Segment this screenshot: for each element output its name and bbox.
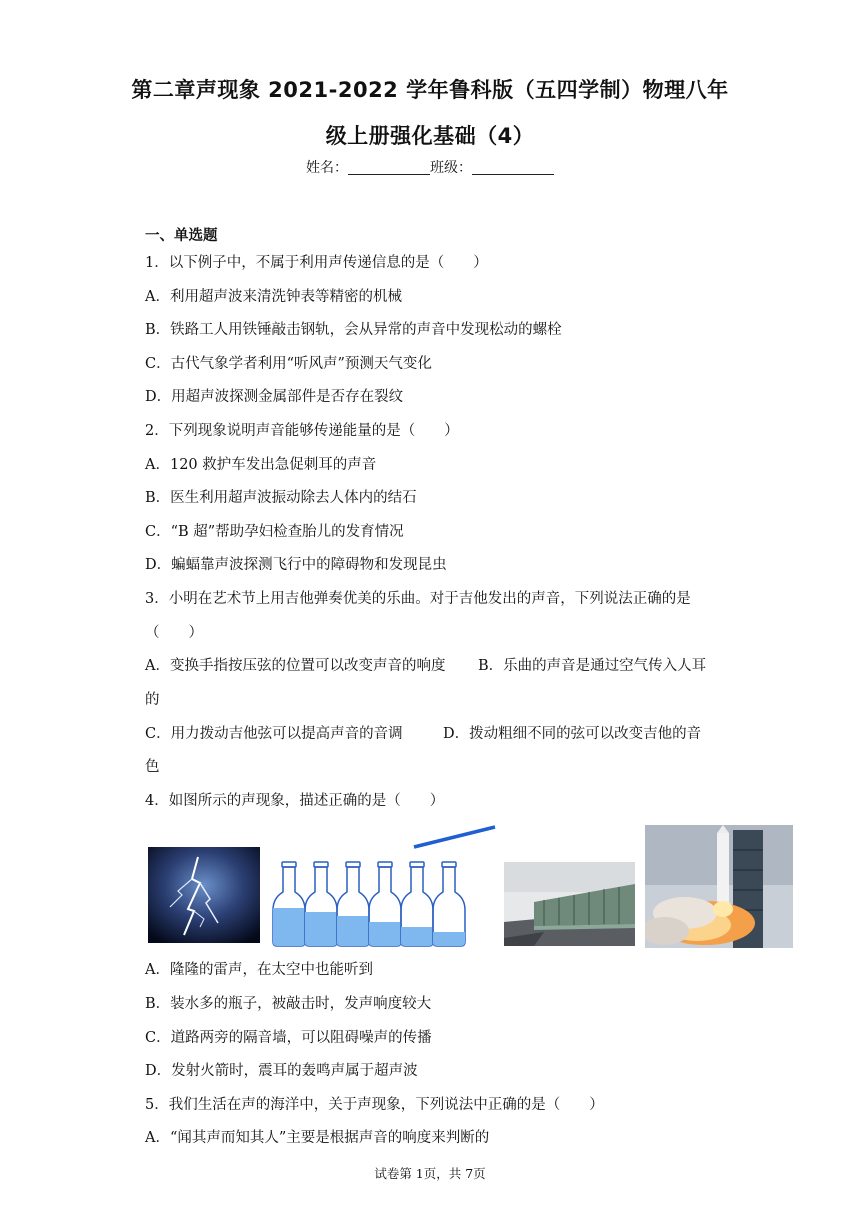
title-line-2: 级上册强化基础（4） [325, 124, 535, 148]
water-bottles-image [271, 822, 501, 952]
q2-option-b: B．医生利用超声波振动除去人体内的结石 [145, 490, 417, 506]
name-blank [348, 160, 430, 175]
q4-option-d: D．发射火箭时，震耳的轰鸣声属于超声波 [145, 1063, 418, 1079]
q3-option-c: C．用力拨动吉他弦可以提高声音的音调 [145, 726, 403, 742]
q3-stem-bracket: （ ） [145, 625, 203, 641]
q1-option-b: B．铁路工人用铁锤敲击钢轨，会从异常的声音中发现松动的螺栓 [145, 322, 562, 338]
q5-stem: 5．我们生活在声的海洋中，关于声现象，下列说法中正确的是（ ） [145, 1097, 604, 1113]
q2-option-c: C．“B 超”帮助孕妇检查胎儿的发育情况 [145, 524, 404, 540]
q3-option-d: D．拨动粗细不同的弦可以改变吉他的音 [443, 726, 702, 742]
q3-option-b-cont: 的 [145, 692, 160, 708]
q3-option-b: B．乐曲的声音是通过空气传入人耳 [478, 658, 707, 674]
title-line-1: 第二章声现象 2021-2022 学年鲁科版（五四学制）物理八年 [131, 78, 729, 102]
q2-option-a: A．120 救护车发出急促刺耳的声音 [145, 457, 377, 473]
page-footer: 试卷第 1页，共 7页 [374, 1166, 486, 1181]
q1-option-d: D．用超声波探测金属部件是否存在裂纹 [145, 389, 404, 405]
q2-option-d: D．蝙蝠靠声波探测飞行中的障碍物和发现昆虫 [145, 557, 447, 573]
q4-option-b: B．装水多的瓶子，被敲击时，发声响度较大 [145, 996, 432, 1012]
lightning-image [148, 847, 260, 943]
rocket-launch-image [645, 825, 793, 948]
q5-option-a: A．“闻其声而知其人”主要是根据声音的响度来判断的 [145, 1130, 490, 1146]
class-label: 班级： [430, 160, 472, 176]
q2-stem: 2．下列现象说明声音能够传递能量的是（ ） [145, 423, 459, 439]
q1-stem: 1．以下例子中，不属于利用声传递信息的是（ ） [145, 255, 488, 271]
q3-option-d-cont: 色 [145, 759, 160, 775]
q3-stem: 3．小明在艺术节上用吉他弹奏优美的乐曲。对于吉他发出的声音，下列说法正确的是 [145, 591, 691, 607]
q4-option-a: A．隆隆的雷声，在太空中也能听到 [145, 962, 373, 978]
sound-barrier-image [504, 862, 635, 946]
q4-stem: 4．如图所示的声现象，描述正确的是（ ） [145, 793, 445, 809]
q4-option-c: C．道路两旁的隔音墙，可以阻碍噪声的传播 [145, 1030, 432, 1046]
name-label: 姓名： [306, 160, 348, 176]
class-blank [472, 160, 554, 175]
section-heading: 一、单选题 [145, 228, 218, 244]
q1-option-a: A．利用超声波来清洗钟表等精密的机械 [145, 289, 402, 305]
q3-option-a: A．变换手指按压弦的位置可以改变声音的响度 [145, 658, 446, 674]
q1-option-c: C．古代气象学者利用“听风声”预测天气变化 [145, 356, 432, 372]
student-info [0, 157, 860, 177]
q4-figure-row [145, 822, 795, 952]
